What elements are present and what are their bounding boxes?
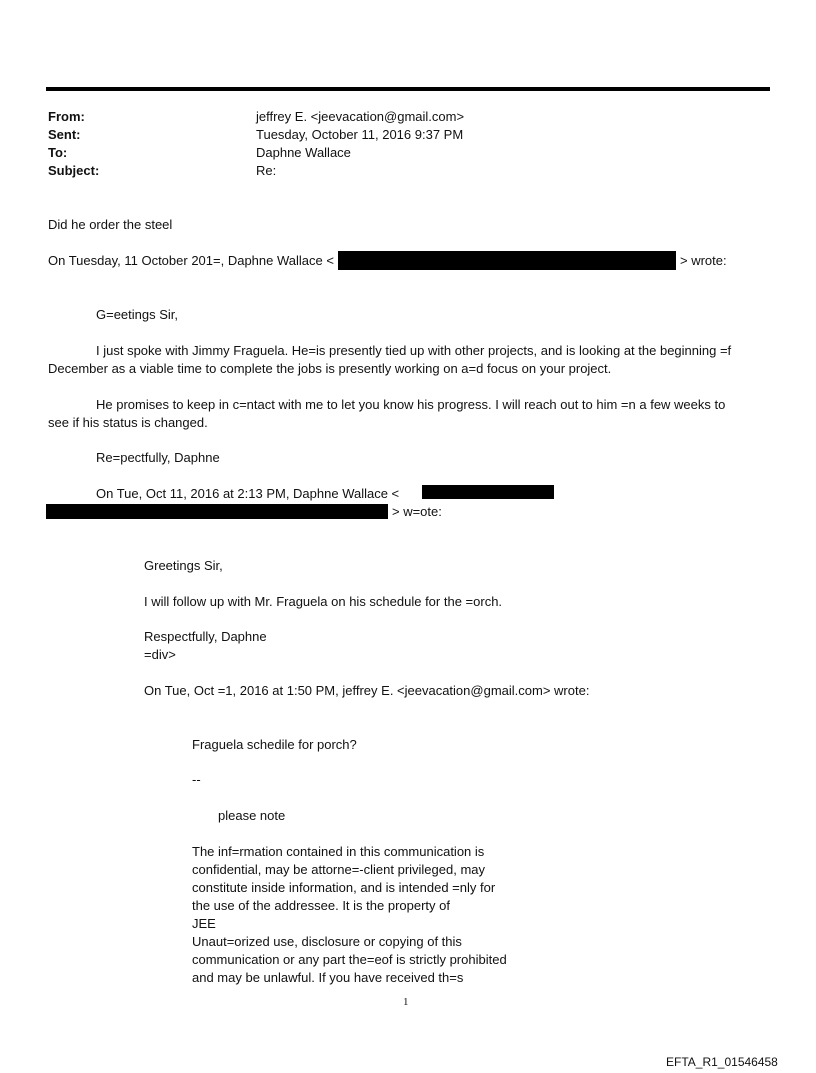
para2-line2: see if his status is changed. [48, 415, 208, 430]
header-rule [46, 87, 770, 91]
sent-value: Tuesday, October 11, 2016 9:37 PM [256, 127, 464, 142]
notice-line: Unaut=orized use, disclosure or copying of this [192, 934, 462, 949]
para2-line1: He promises to keep in c=ntact with me to let you know his progress. I will reach out to him =n a few weeks to [96, 397, 726, 412]
signoff-1: Re=pectfully, Daphne [96, 450, 220, 465]
signature-dash: -- [192, 772, 201, 787]
reply-text: Did he order the steel [48, 217, 173, 232]
greeting-1: G=eetings Sir, [96, 307, 179, 322]
to-label: To: [48, 145, 68, 160]
notice-line: The inf=rmation contained in this communication is [192, 844, 485, 859]
to-row [48, 144, 464, 162]
notice-line: confidential, may be attorne=-client privileged, may [192, 862, 486, 877]
quote2-prefix: On Tue, Oct 11, 2016 at 2:13 PM, Daphne Wallace < [96, 486, 400, 501]
notice-line: JEE [192, 916, 216, 931]
redaction-box [422, 485, 554, 499]
subject-row [48, 162, 464, 180]
quote2-suffix: > w=ote: [392, 504, 442, 519]
para1-line2: December as a viable time to complete the jobs is presently working on a=d focus on your project. [48, 361, 612, 376]
div-tag-text: =div> [144, 647, 176, 662]
quote1-prefix: On Tuesday, 11 October 201=, Daphne Wallace < [48, 253, 334, 268]
from-label: From: [48, 109, 85, 124]
subject-label: Subject: [48, 163, 100, 178]
question-text: Fraguela schedile for porch? [192, 737, 357, 752]
from-row [48, 108, 464, 126]
followup-text: I will follow up with Mr. Fraguela on his schedule for the =orch. [144, 594, 503, 609]
quote1-suffix: > wrote: [680, 253, 727, 268]
redaction-box [46, 504, 388, 519]
greeting-2: Greetings Sir, [144, 558, 223, 573]
to-value: Daphne Wallace [256, 145, 351, 160]
sent-row [48, 126, 464, 144]
document-id: EFTA_R1_01546458 [666, 1055, 778, 1069]
please-note: please note [218, 808, 286, 823]
subject-value: Re: [256, 163, 277, 178]
redaction-box [338, 251, 676, 270]
email-header [48, 108, 464, 180]
para1-line1: I just spoke with Jimmy Fraguela. He=is presently tied up with other projects, and is looking at the beginning =f [96, 343, 732, 358]
notice-line: communication or any part the=eof is strictly prohibited [192, 952, 507, 967]
notice-line: the use of the addressee. It is the property of [192, 898, 450, 913]
notice-line: and may be unlawful. If you have received th=s [192, 970, 464, 985]
signoff-2: Respectfully, Daphne [144, 629, 267, 644]
from-value: jeffrey E. <jeevacation@gmail.com> [256, 109, 465, 124]
sent-label: Sent: [48, 127, 81, 142]
notice-line: constitute inside information, and is intended =nly for [192, 880, 496, 895]
page-number: 1 [403, 996, 409, 1008]
quote3-line: On Tue, Oct =1, 2016 at 1:50 PM, jeffrey E. <jeevacation@gmail.com> wrote: [144, 683, 590, 698]
